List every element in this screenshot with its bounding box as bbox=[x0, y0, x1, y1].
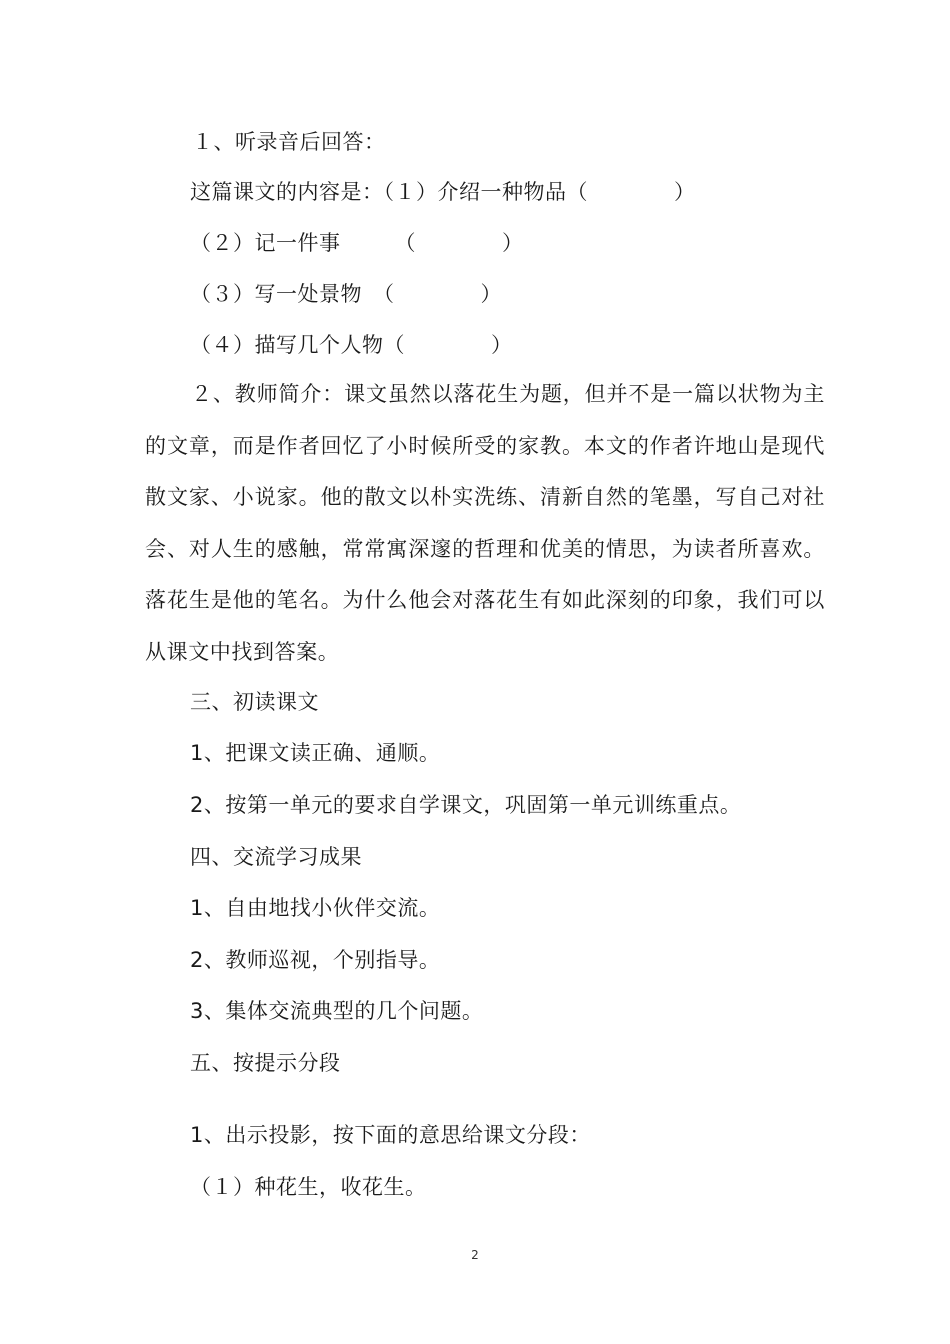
section-4-item-3: 3、集体交流典型的几个问题。 bbox=[190, 999, 484, 1023]
teacher-introduction-lead: ２、教师简介：课文虽然以落花生为题，但并不是一篇以状物 bbox=[191, 382, 782, 406]
section-heading-3: 三、初读课文 bbox=[190, 690, 319, 714]
question-1-option-2: （２）记一件事 （ ） bbox=[190, 231, 524, 255]
question-1-heading: １、听录音后回答： bbox=[192, 130, 386, 154]
section-5-item-1: 1、出示投影，按下面的意思给课文分段： bbox=[190, 1123, 591, 1147]
section-5-subitem-1: （１）种花生，收花生。 bbox=[190, 1175, 427, 1199]
question-1-option-4: （４）描写几个人物（ ） bbox=[190, 333, 513, 357]
section-3-item-2: 2、按第一单元的要求自学课文，巩固第一单元训练重点。 bbox=[190, 793, 742, 817]
section-heading-4: 四、交流学习成果 bbox=[190, 845, 362, 869]
section-4-item-2: 2、教师巡视，个别指导。 bbox=[190, 948, 441, 972]
question-1-option-3: （３）写一处景物 （ ） bbox=[190, 282, 502, 306]
section-4-item-1: 1、自由地找小伙伴交流。 bbox=[190, 896, 441, 920]
teacher-introduction-paragraph bbox=[145, 369, 825, 678]
page-number: 2 bbox=[471, 1248, 479, 1262]
section-3-item-1: 1、把课文读正确、通顺。 bbox=[190, 741, 441, 765]
teacher-introduction-body: 为主的文章，而是作者回忆了小时候所受的家教。本文的作者许地山是现代散文家、小说家。他的散文以朴实洗练、清新自然的笔墨，写自己对社会、对人生的感触，常常寓深邃的哲理和优美的情思，为读者所喜欢。落花生是他的笔名。为什么他会对落花生有如此深刻的印象，我们可以从课文中找到答案。 bbox=[145, 382, 826, 664]
question-1-option-1: 这篇课文的内容是：（１）介绍一种物品（ ） bbox=[190, 180, 696, 204]
section-heading-5: 五、按提示分段 bbox=[190, 1051, 341, 1075]
